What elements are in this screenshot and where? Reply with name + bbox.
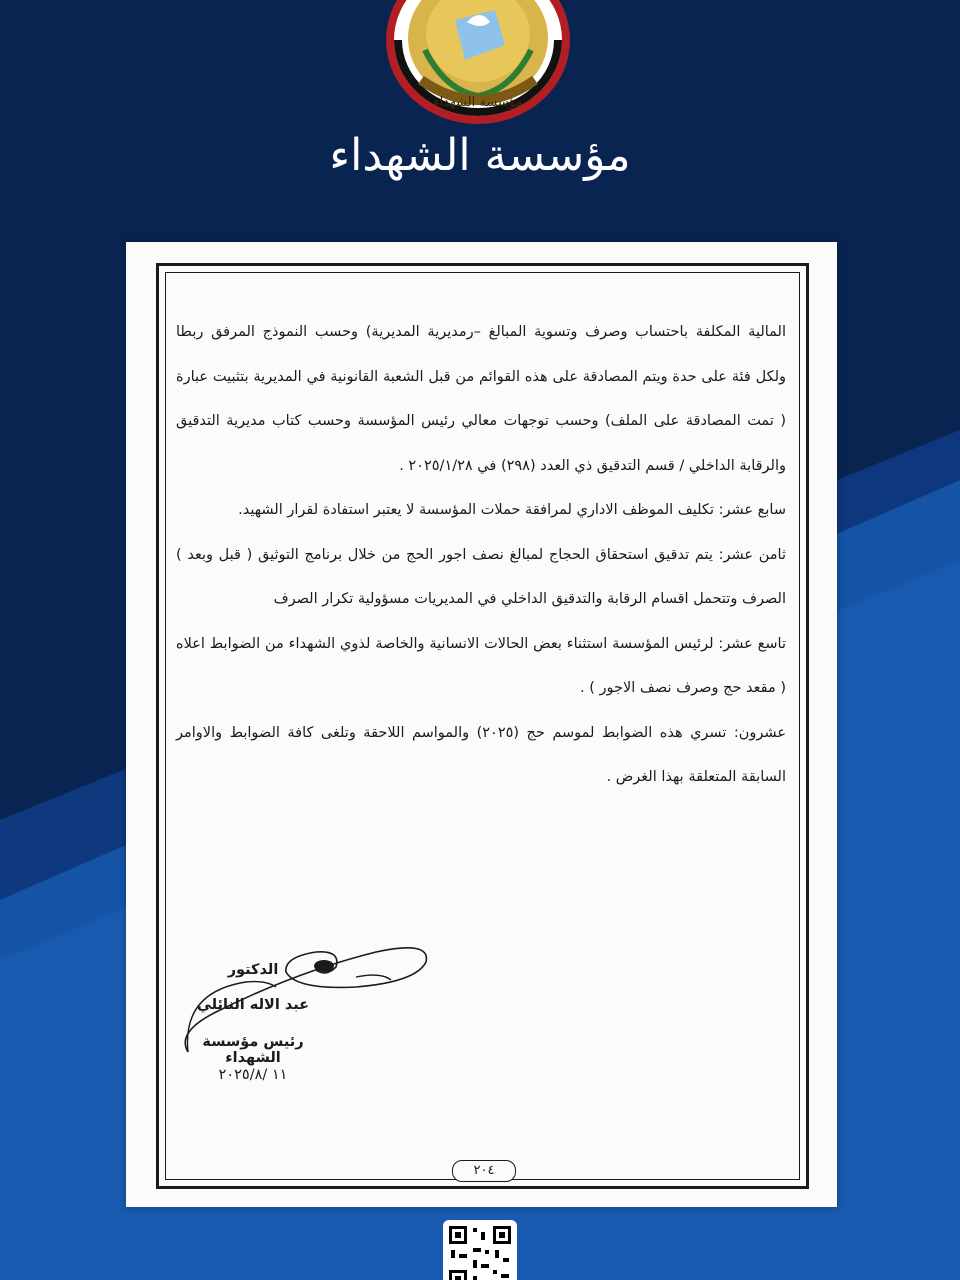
paragraph-19: تاسع عشر: لرئيس المؤسسة استثناء بعض الحالات الانسانية والخاصة لذوي الشهداء من الضوابط اعلاه ( مقعد حج وصرف نصف الاجور ) . — [176, 635, 786, 696]
martyrs-foundation-emblem-icon — [385, 0, 571, 124]
qr-code-icon[interactable] — [443, 1220, 517, 1280]
paragraph-18: ثامن عشر: يتم تدقيق استحقاق الحجاج لمبالغ نصف اجور الحج من خلال برنامج التوثيق ( قبل وبعد ) الصرف وتتحمل اقسام الرقابة والتدقيق الداخلي في المديريات مسؤولية تكرار الصرف — [176, 546, 786, 607]
emblem-inscription: مؤسسة الشهداء — [433, 95, 523, 110]
signatory-role: رئيس مؤسسة الشهداء — [202, 1034, 304, 1066]
signatory-title: الدكتور — [227, 962, 279, 978]
qr-code-graphic — [443, 1220, 517, 1280]
signature-block — [176, 942, 476, 1162]
signatory-name: عبد الاله النائلي — [196, 997, 310, 1013]
paragraph-20: عشرون: تسري هذه الضوابط لموسم حج (٢٠٢٥) والمواسم اللاحقة وتلغى كافة الضوابط والاوامر السابقة المتعلقة بهذا الغرض . — [176, 724, 786, 785]
emblem-logo — [385, 0, 571, 124]
page-number: ٢٠٤ — [452, 1160, 516, 1182]
paragraph-17: سابع عشر: تكليف الموظف الاداري لمرافقة حملات المؤسسة لا يعتبر استفادة لقرار الشهيد. — [238, 502, 786, 518]
document-body — [176, 310, 786, 800]
document-page — [126, 242, 837, 1207]
signature-date: ١١ /٢٠٢٥/٨ — [218, 1067, 288, 1083]
organization-title: مؤسسة الشهداء — [329, 130, 631, 181]
paragraph-continuation: المالية المكلفة باحتساب وصرف وتسوية المبالغ –رمديرية المديرية) وحسب النموذج المرفق ربطا ولكل فئة على حدة ويتم المصادقة على هذه القوائم من قبل الشعبة القانونية في المديرية بتثبيت عبارة ( تمت المصادقة على الملف) وحسب توجهات معالي رئيس المؤسسة وحسب كتاب مديرية التدقيق والرقابة الداخلي / قسم التدقيق ذي العدد (٢٩٨) في ٢٠٢٥/١/٢٨ . — [176, 324, 786, 474]
